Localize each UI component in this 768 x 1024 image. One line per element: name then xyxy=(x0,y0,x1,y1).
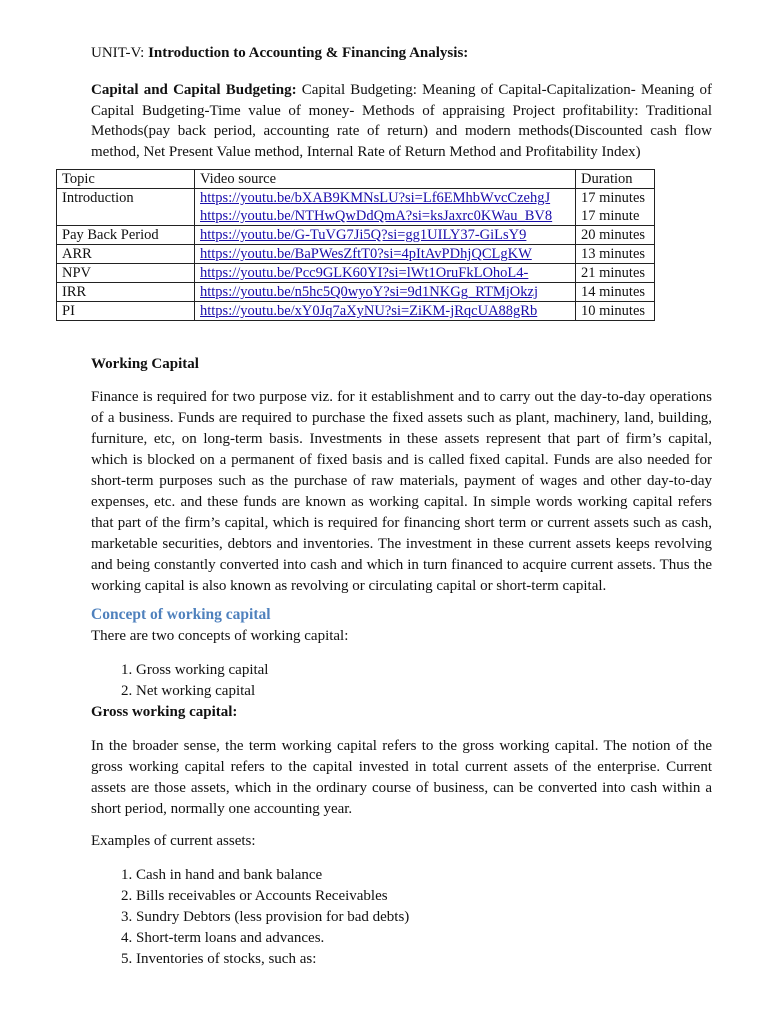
video-source-cell xyxy=(195,189,576,226)
concept-intro: There are two concepts of working capital: xyxy=(91,628,349,644)
table-row-pi xyxy=(57,302,655,321)
topic-cell: Pay Back Period xyxy=(57,226,195,245)
table-row-arr xyxy=(57,245,655,264)
topic-cell: Introduction xyxy=(57,189,195,226)
header-topic: Topic xyxy=(57,170,195,189)
topic-cell: PI xyxy=(57,302,195,321)
table-row-introduction xyxy=(57,189,655,226)
current-assets-list xyxy=(113,865,409,970)
table-row-pay-back-period xyxy=(57,226,655,245)
working-capital-paragraph: Finance is required for two purpose viz. for it establishment and to carry out the day-to-day operations of a business. Funds are required to purchase the fixed assets such as plant, machinery, land, building, furniture, etc, on long-term basis. Investments in these assets represent that part of firm’s capital, which is blocked on a permanent of fixed basis and is called fixed capital. Funds are also needed for short-term purposes such as the purchase of raw materials, payment of wages and other day-to-day expenses, etc. and these funds are known as working capital. In simple words working capital refers that part of the firm’s capital, which is required for financing short term or current assets such as cash, marketable securities, debtors and inventories. The investment in these current assets keeps revolving and being constantly converted into cash and which in turn financed to acquire current assets. Thus the working capital is also known as revolving or circulating capital or short-term capital. xyxy=(91,389,712,594)
list-item: 1. Cash in hand and bank balance xyxy=(136,865,409,886)
video-link[interactable]: https://youtu.be/BaPWesZftT0?si=4pItAvPDhjQCLgKW xyxy=(200,246,532,262)
topic-cell: ARR xyxy=(57,245,195,264)
video-source-cell xyxy=(195,264,576,283)
gross-working-capital-heading: Gross working capital: xyxy=(91,704,238,720)
duration-cell: 10 minutes xyxy=(576,302,655,321)
duration-cell: 20 minutes xyxy=(576,226,655,245)
working-capital-heading: Working Capital xyxy=(91,356,199,372)
topic-cell: NPV xyxy=(57,264,195,283)
unit-heading xyxy=(91,45,468,62)
duration-value: 17 minutes xyxy=(581,190,646,206)
list-item: 5. Inventories of stocks, such as: xyxy=(136,949,409,970)
video-link[interactable]: https://youtu.be/n5hc5Q0wyoY?si=9d1NKGg_RTMjOkzj xyxy=(200,284,538,300)
video-source-cell xyxy=(195,226,576,245)
table-row-npv xyxy=(57,264,655,283)
duration-cell: 13 minutes xyxy=(576,245,655,264)
unit-prefix: UNIT-V: xyxy=(91,45,145,61)
video-table xyxy=(56,169,655,321)
concept-list xyxy=(113,660,268,702)
concept-heading: Concept of working capital xyxy=(91,606,271,623)
header-duration: Duration xyxy=(576,170,655,189)
video-link[interactable]: https://youtu.be/NTHwQwDdQmA?si=ksJaxrc0KWau_BV8 xyxy=(200,208,553,224)
video-link[interactable]: https://youtu.be/bXAB9KMNsLU?si=Lf6EMhbWvcCzehgJ xyxy=(200,190,551,206)
video-source-cell xyxy=(195,283,576,302)
list-item: 1. Gross working capital xyxy=(136,660,268,681)
gross-working-capital-paragraph: In the broader sense, the term working capital refers to the gross working capital. The notion of the gross working capital refers to the capital invested in total current assets of the enterprise. Current assets are those assets, which in the ordinary course of business, can be converted into cash within a short period, normally one accounting year. xyxy=(91,738,712,817)
video-source-cell xyxy=(195,302,576,321)
duration-value: 17 minute xyxy=(581,208,640,224)
header-video-source: Video source xyxy=(195,170,576,189)
topic-cell: IRR xyxy=(57,283,195,302)
list-item: 3. Sundry Debtors (less provision for bad debts) xyxy=(136,907,409,928)
video-link[interactable]: https://youtu.be/G-TuVG7Ji5Q?si=gg1UILY37-GiLsY9 xyxy=(200,227,527,243)
video-link[interactable]: https://youtu.be/xY0Jq7aXyNU?si=ZiKM-jRqcUA88gRb xyxy=(200,303,538,319)
video-link[interactable]: https://youtu.be/Pcc9GLK60YI?si=lWt1OruFkLOhoL4- xyxy=(200,265,529,281)
list-item: 2. Net working capital xyxy=(136,681,268,702)
capital-section-title: Capital and Capital Budgeting: xyxy=(91,82,297,98)
table-row-irr xyxy=(57,283,655,302)
list-item: 4. Short-term loans and advances. xyxy=(136,928,409,949)
video-source-cell xyxy=(195,245,576,264)
unit-title: Introduction to Accounting & Financing Analysis: xyxy=(148,45,469,61)
table-header-row xyxy=(57,170,655,189)
duration-cell: 14 minutes xyxy=(576,283,655,302)
list-item: 2. Bills receivables or Accounts Receivables xyxy=(136,886,409,907)
duration-cell xyxy=(576,189,655,226)
examples-intro: Examples of current assets: xyxy=(91,833,256,849)
capital-section-text: Capital Budgeting: Meaning of Capital-Capitalization- Meaning of Capital Budgeting-Time value of money- Methods of appraising Project profitability: Traditional Methods(pay back period, accounting rate of return) and modern methods(Discounted cash flow method, Net Present Value method, Internal Rate of Return Method and Profitability Index) xyxy=(91,82,712,160)
capital-budgeting-paragraph xyxy=(91,80,712,162)
duration-cell: 21 minutes xyxy=(576,264,655,283)
